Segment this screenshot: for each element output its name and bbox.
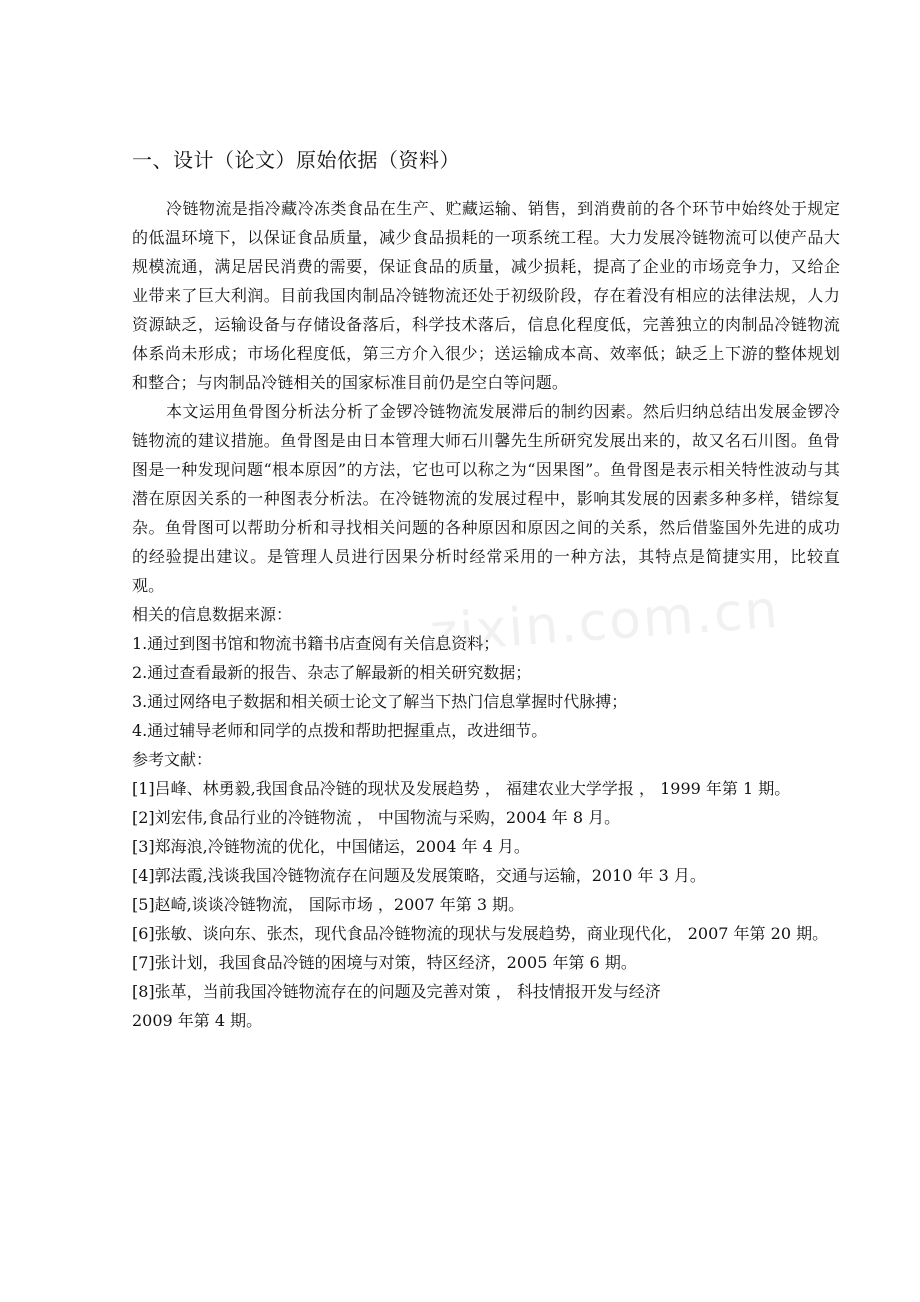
reference-4: [4]郭法霞,浅谈我国冷链物流存在问题及发展策略，交通与运输，2010 年 3 月。 (132, 866, 706, 885)
paragraph-1: 冷链物流是指冷藏冷冻类食品在生产、贮藏运输、销售，到消费前的各个环节中始终处于规定的低温环境下，以保证食品质量，减少食品损耗的一项系统工程。大力发展冷链物流可以使产品大规模流通，满足居民消费的需要，保证食品的质量，减少损耗，提高了企业的市场竞争力，又给企业带来了巨大利润。目前我国肉制品冷链物流还处于初级阶段，存在着没有相应的法律法规，人力资源缺乏，运输设备与存储设备落后，科学技术落后，信息化程度低，完善独立的肉制品冷链物流体系尚未形成；市场化程度低，第三方介入很少；送运输成本高、效率低；缺乏上下游的整体规划和整合；与肉制品冷链相关的国家标准目前仍是空白等问题。 (132, 199, 840, 392)
reference-8: [8]张革，当前我国冷链物流存在的问题及完善对策 ， 科技情报开发与经济 (132, 982, 661, 1001)
sources-list (132, 629, 840, 745)
source-item-2: 2.通过查看最新的报告、杂志了解最新的相关研究数据； (132, 663, 532, 682)
source-item-1: 1.通过到图书馆和物流书籍书店查阅有关信息资料； (132, 634, 500, 653)
reference-3: [3]郑海浪,冷链物流的优化，中国储运，2004 年 4 月。 (132, 837, 530, 856)
reference-1: [1]吕峰、林勇毅,我国食品冷链的现状及发展趋势 ， 福建农业大学学报 ， 1999 年第 1 期。 (132, 779, 791, 798)
reference-6: [6]张敏、谈向东、张杰，现代食品冷链物流的现状与发展趋势，商业现代化， 2007 年第 20 期。 (132, 924, 829, 943)
watermark: zixin.com.cn (428, 579, 782, 665)
reference-2: [2]刘宏伟,食品行业的冷链物流 ， 中国物流与采购，2004 年 8 月。 (132, 808, 621, 827)
reference-7: [7]张计划，我国食品冷链的困境与对策，特区经济，2005 年第 6 期。 (132, 953, 637, 972)
sources-heading: 相关的信息数据来源： (132, 605, 293, 624)
document-content (132, 146, 840, 1035)
reference-8-continued: 2009 年第 4 期。 (132, 1011, 263, 1030)
references-list (132, 774, 840, 1035)
references-heading: 参考文献： (132, 750, 213, 769)
paragraph-2: 本文运用鱼骨图分析法分析了金锣冷链物流发展滞后的制约因素。然后归纳总结出发展金锣冷链物流的建议措施。鱼骨图是由日本管理大师石川馨先生所研究发展出来的，故又名石川图。鱼骨图是一种发现问题“根本原因”的方法，它也可以称之为“因果图”。鱼骨图是表示相关特性波动与其潜在原因关系的一种图表分析法。在冷链物流的发展过程中，影响其发展的因素多种多样，错综复杂。鱼骨图可以帮助分析和寻找相关问题的各种原因和原因之间的关系，然后借鉴国外先进的成功的经验提出建议。是管理人员进行因果分析时经常采用的一种方法，其特点是简捷实用，比较直观。 (132, 402, 840, 595)
reference-5: [5]赵崎,谈谈冷链物流， 国际市场 ，2007 年第 3 期。 (132, 895, 525, 914)
source-item-4: 4.通过辅导老师和同学的点拨和帮助把握重点，改进细节。 (132, 721, 548, 740)
section-title: 一、设计（论文）原始依据（资料） (132, 148, 460, 172)
source-item-3: 3.通过网络电子数据和相关硕士论文了解当下热门信息掌握时代脉搏； (132, 692, 628, 711)
